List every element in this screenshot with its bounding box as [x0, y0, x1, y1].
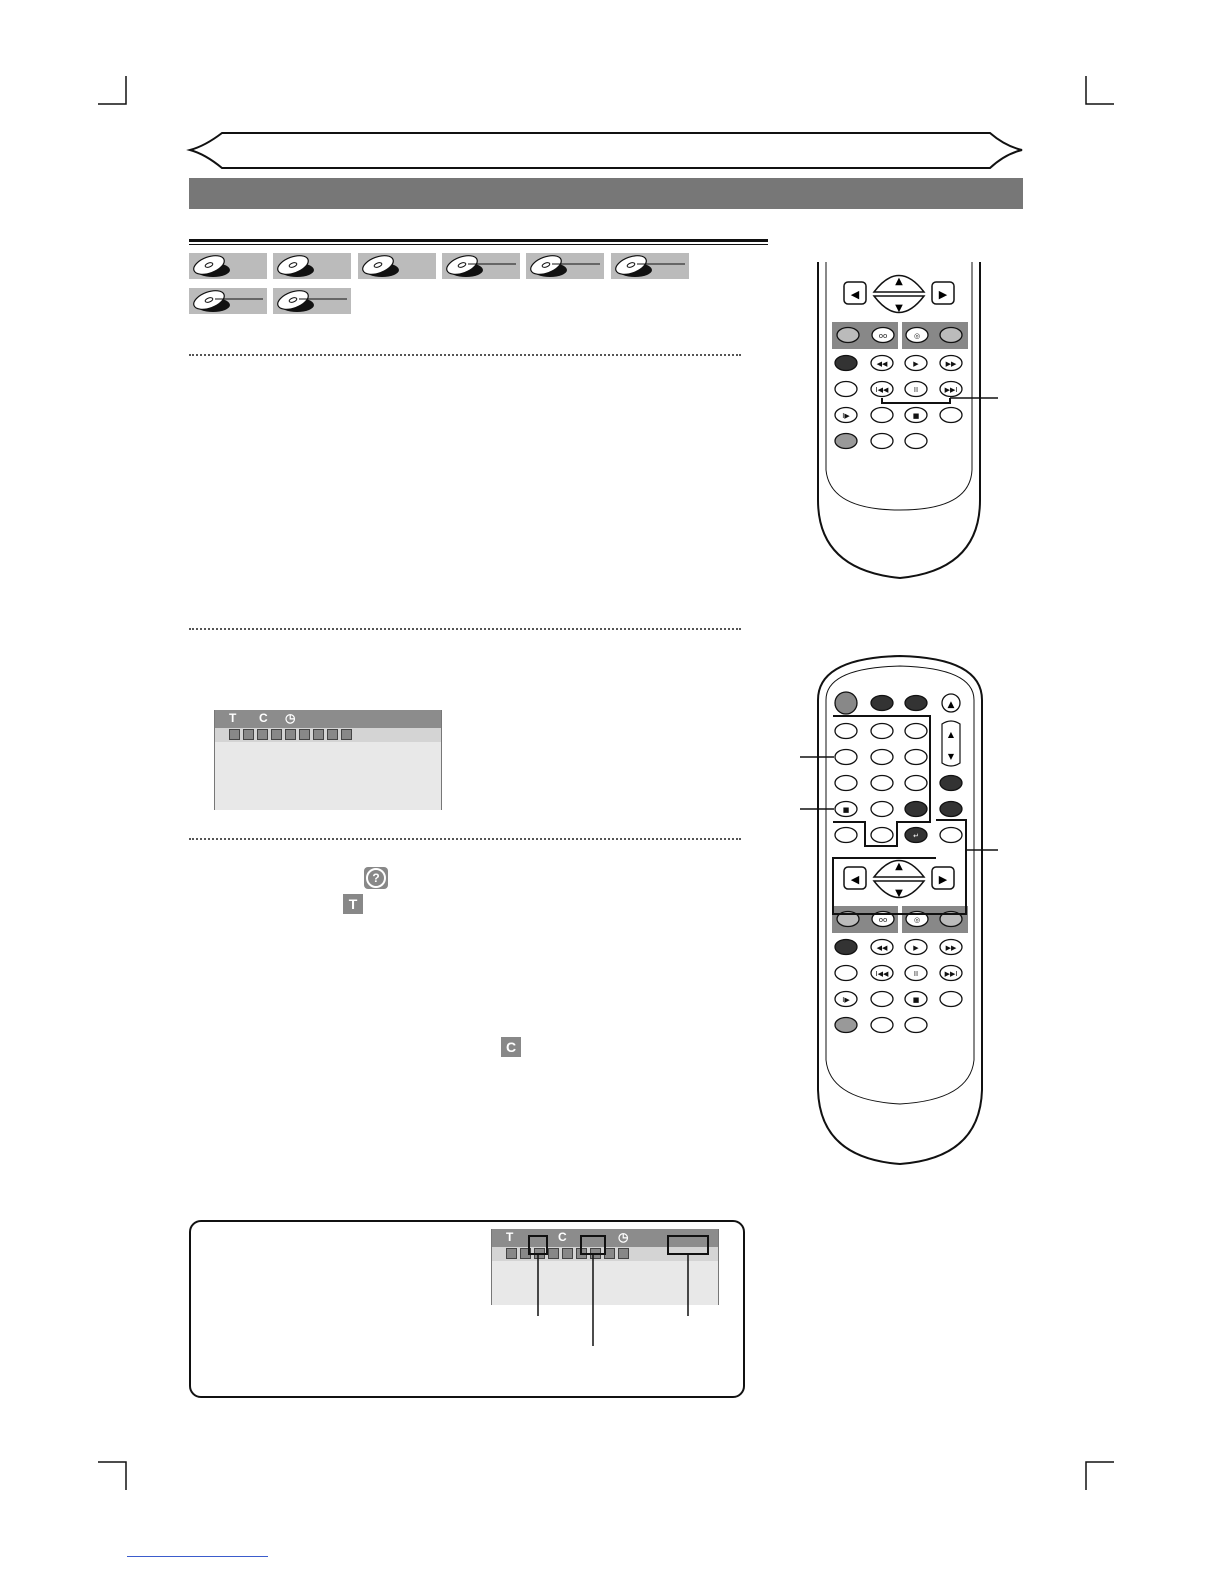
svg-text:▼: ▼: [947, 752, 955, 761]
remote-2-number-button: [871, 802, 893, 817]
remote-1-skip-back-button: [871, 382, 893, 397]
remote-2-button: [940, 802, 962, 817]
svg-text:◎: ◎: [913, 916, 921, 924]
remote-1-band-button: [872, 328, 894, 343]
remote-2-number-button: [835, 750, 857, 765]
remote-1-band-button: [837, 328, 859, 343]
svg-text:▶▶I: ▶▶I: [944, 970, 958, 978]
remote-1-band-button: [940, 328, 962, 343]
osd-time-icon: ◷: [285, 711, 296, 725]
hint-osd-title-symbol: T: [506, 1230, 514, 1244]
remote-1-stop-button: [905, 408, 927, 423]
remote-2-number-button: [835, 776, 857, 791]
svg-text:II: II: [913, 386, 919, 394]
svg-text:▶▶I: ▶▶I: [944, 386, 958, 394]
remote-1-band-button: [906, 328, 928, 343]
title-glyph-icon: T: [343, 894, 363, 914]
remote-2-button: [871, 992, 893, 1007]
remote-2-play-button: [905, 940, 927, 955]
remote-2-button: [905, 802, 927, 817]
svg-text:▶: ▶: [913, 360, 919, 368]
svg-text:II: II: [913, 970, 919, 978]
svg-text:I▶: I▶: [842, 996, 850, 1004]
remote-2-button: [835, 828, 857, 843]
remote-2-button: [940, 992, 962, 1007]
svg-text:I◀◀: I◀◀: [875, 386, 889, 394]
remote-1-pause-button: [905, 382, 927, 397]
svg-text:▶: ▶: [938, 288, 948, 301]
svg-text:■: ■: [842, 806, 850, 814]
remote-1-fast-forward-button: [940, 356, 962, 371]
remote-2-button: [835, 966, 857, 981]
svg-text:↵: ↵: [913, 832, 919, 840]
remote-2-stop-button: [905, 992, 927, 1007]
remote-2-enter-button: [905, 828, 927, 843]
remote-2-number-button: [871, 724, 893, 739]
remote-2-rewind-button: [871, 940, 893, 955]
remote-2-button: [871, 696, 893, 711]
remote-1-slow-button: [835, 408, 857, 423]
svg-text:oo: oo: [878, 332, 888, 340]
remote-1-record-button: [835, 356, 857, 371]
svg-text:◀: ◀: [850, 873, 860, 886]
remote-2-button: [871, 1018, 893, 1033]
remote-1-button: [835, 382, 857, 397]
osd-title-symbol: T: [229, 711, 237, 725]
svg-text:I◀◀: I◀◀: [875, 970, 889, 978]
svg-text:◎: ◎: [913, 332, 921, 340]
remote-1-play-button: [905, 356, 927, 371]
remote-2-button: [871, 828, 893, 843]
remote-2-number-button: [905, 776, 927, 791]
remote-2-number-button: [871, 776, 893, 791]
remote-2-fast-forward-button: [940, 940, 962, 955]
remote-1-rewind-button: [871, 356, 893, 371]
svg-text:▲: ▲: [947, 730, 955, 739]
chapter-glyph-icon: C: [501, 1037, 521, 1057]
remote-1-button: [835, 434, 857, 449]
remote-2-slow-button: [835, 992, 857, 1007]
remote-1-skip-forward-button: [940, 382, 962, 397]
svg-text:▲: ▲: [947, 700, 955, 710]
remote-2-power-button: [835, 692, 857, 714]
svg-text:◀◀: ◀◀: [876, 360, 888, 368]
remote-1-button: [871, 408, 893, 423]
remote-2-skip-back-button: [871, 966, 893, 981]
remote-2-number-button: [905, 724, 927, 739]
remote-2-number-button: [905, 750, 927, 765]
remote-1-button: [905, 434, 927, 449]
footer-link-underline: [127, 1556, 268, 1557]
remote-1-button: [940, 408, 962, 423]
remote-2-clear-button: [835, 802, 857, 817]
remote-2-channel-rocker: [942, 721, 960, 766]
hint-osd-time-icon: ◷: [618, 1230, 629, 1244]
hint-osd-chapter-symbol: C: [558, 1230, 567, 1244]
svg-text:▶▶: ▶▶: [945, 944, 957, 952]
remote-2-record-button: [835, 940, 857, 955]
svg-text:I▶: I▶: [842, 412, 850, 420]
remote-2-number-button: [835, 724, 857, 739]
remote-2-pause-button: [905, 966, 927, 981]
svg-text:■: ■: [912, 412, 920, 420]
svg-text:▶: ▶: [913, 944, 919, 952]
svg-text:▶▶: ▶▶: [945, 360, 957, 368]
search-glyph-icon: ?: [364, 867, 388, 889]
svg-text:▼: ▼: [895, 303, 903, 314]
svg-text:▼: ▼: [895, 888, 903, 899]
svg-text:▲: ▲: [895, 276, 903, 287]
remote-2-button: [940, 828, 962, 843]
remote-2-button: [940, 776, 962, 791]
svg-text:▲: ▲: [895, 861, 903, 872]
remote-2-skip-forward-button: [940, 966, 962, 981]
svg-text:■: ■: [912, 996, 920, 1004]
svg-text:◀◀: ◀◀: [876, 944, 888, 952]
remote-2-button: [835, 1018, 857, 1033]
remote-1-button: [871, 434, 893, 449]
remote-2-eject-button: [942, 694, 960, 712]
remote-2-button: [905, 696, 927, 711]
svg-text:◀: ◀: [850, 288, 860, 301]
svg-text:oo: oo: [878, 916, 888, 924]
remote-2-number-button: [871, 750, 893, 765]
svg-text:▶: ▶: [938, 873, 948, 886]
remote-2-button: [905, 1018, 927, 1033]
osd-chapter-symbol: C: [259, 711, 268, 725]
